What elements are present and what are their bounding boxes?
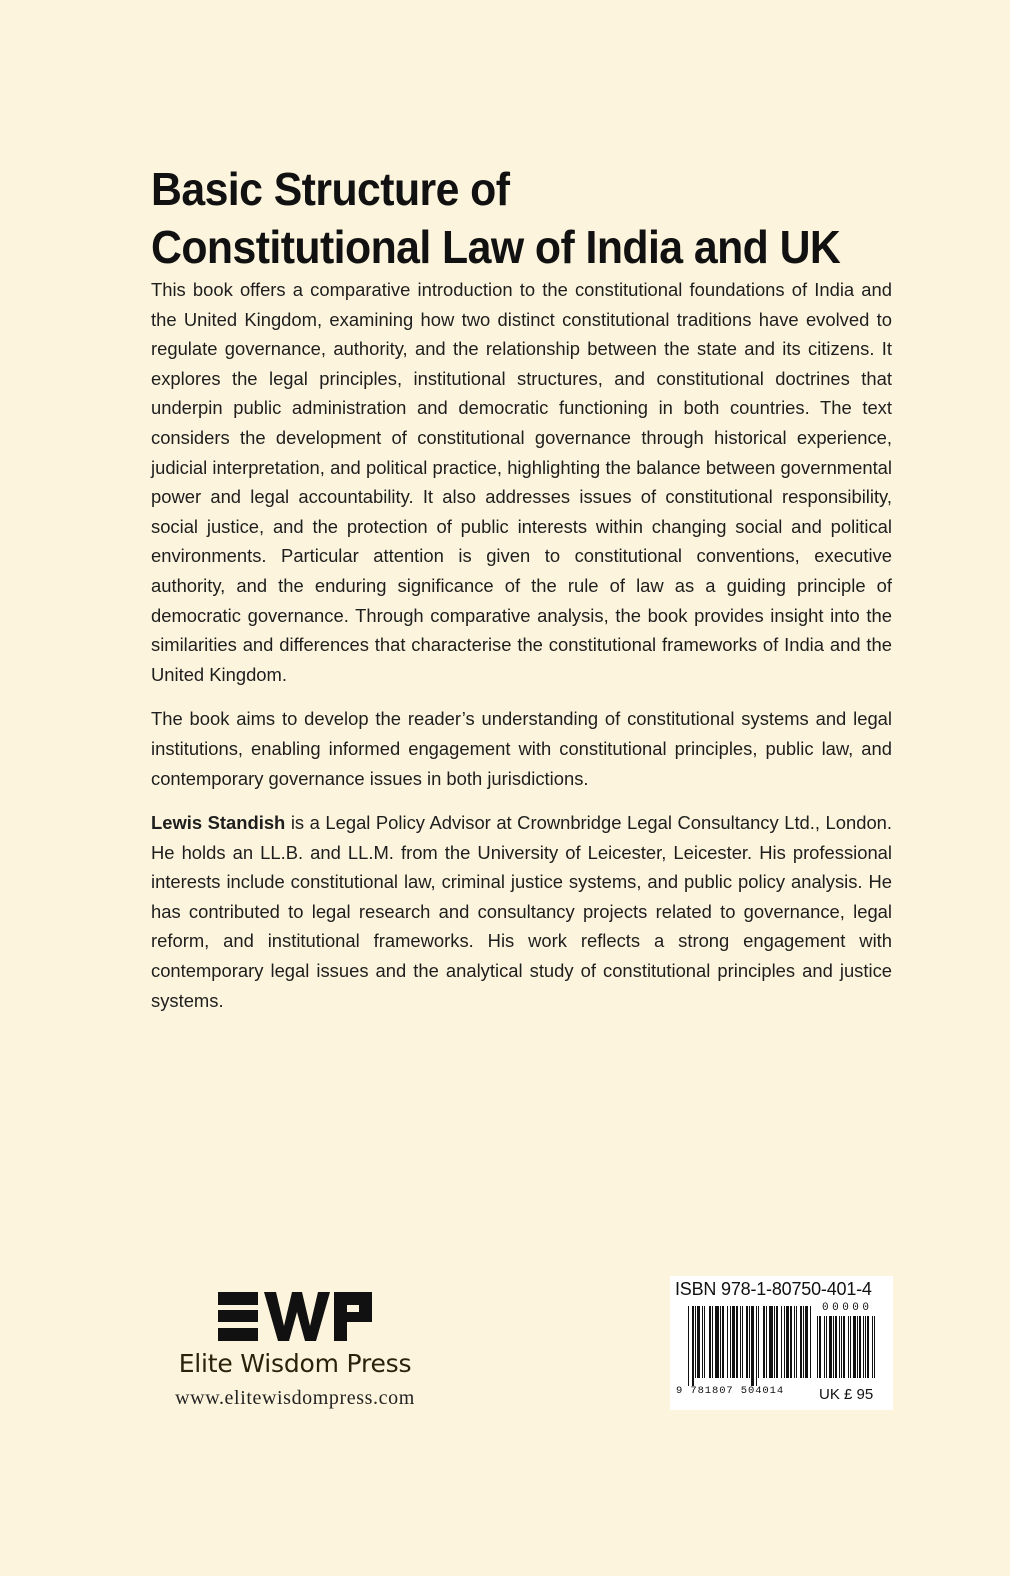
barcode-bar xyxy=(720,1306,721,1378)
barcode-bar xyxy=(800,1306,802,1378)
author-bio: is a Legal Policy Advisor at Crownbridge Legal Consultancy Ltd., London. He holds an LL.B. and LL.M. from the University of Leicester, Leicester. His professional interests include constitutional law, criminal justice systems, and public policy analysis. He has contributed to legal research and consultancy projects related to governance, legal reform, and institutional frameworks. His work reflects a strong engagement with contemporary legal issues and the analytical study of constitutional principles and justice systems. xyxy=(151,812,893,1011)
barcode-bar xyxy=(857,1316,858,1378)
barcode-bar xyxy=(865,1316,866,1378)
publisher-website: www.elitewisdompress.com xyxy=(175,1387,415,1409)
barcode-bar xyxy=(749,1306,750,1378)
barcode-bar xyxy=(727,1306,728,1378)
author-name: Lewis Standish xyxy=(151,812,286,834)
barcode-bar xyxy=(746,1306,748,1378)
barcode-bar xyxy=(688,1306,689,1386)
barcode-bar xyxy=(740,1306,741,1378)
barcode-bar xyxy=(769,1306,773,1378)
title-line-1: Basic Structure of xyxy=(151,163,510,215)
barcode-bar xyxy=(874,1316,875,1378)
ean-digits: 9 781807 504014 xyxy=(676,1385,785,1397)
barcode-bar xyxy=(817,1316,818,1378)
barcode-bar xyxy=(839,1316,840,1378)
barcode-bar xyxy=(850,1316,851,1378)
author-bio-paragraph xyxy=(151,808,892,1015)
barcode-bar xyxy=(841,1316,842,1378)
barcode-bar xyxy=(730,1306,731,1378)
barcode-bar xyxy=(712,1306,713,1378)
barcode-bar xyxy=(835,1316,837,1378)
barcode-bar xyxy=(709,1306,711,1378)
addon-barcode-bars xyxy=(817,1316,875,1386)
book-title xyxy=(151,160,858,276)
barcode-bar xyxy=(859,1316,861,1378)
barcode-bar xyxy=(872,1316,873,1378)
barcode-bar xyxy=(695,1306,696,1378)
barcode-bar xyxy=(766,1306,767,1378)
blurb-paragraph-1: This book offers a comparative introduction to the constitutional foundations of India and the United Kingdom, examining how two distinct constitutional traditions have evolved to regulate governance, authority, and the relationship between the state and its citizens. It explores the legal principles, institutional structures, and constitutional doctrines that underpin public administration and democratic functioning in both countries. The text considers the development of constitutional governance through historical experience, judicial interpretation, and political practice, highlighting the balance between governmental power and legal accountability. It also addresses issues of constitutional responsibility, social justice, and the protection of public interests within changing social and political environments. Particular attention is given to constitutional conventions, executive authority, and the enduring significance of the rule of law as a guiding principle of democratic governance. Through comparative analysis, the book provides insight into the similarities and differences that characterise the constitutional frameworks of India and the United Kingdom. xyxy=(151,279,892,685)
publisher-name: Elite Wisdom Press xyxy=(178,1349,412,1378)
barcode-bar xyxy=(697,1306,700,1378)
barcode-bar xyxy=(826,1316,827,1378)
barcode-bar xyxy=(763,1306,765,1378)
isbn-barcode-block xyxy=(670,1276,893,1410)
barcode-bar xyxy=(736,1306,738,1378)
addon-digits: 00000 xyxy=(822,1302,873,1314)
barcode-bar xyxy=(867,1316,869,1378)
barcode-bar xyxy=(751,1306,754,1386)
ean-barcode-bars xyxy=(688,1306,812,1386)
barcode-bar xyxy=(853,1316,856,1378)
barcode-bar xyxy=(833,1316,834,1378)
barcode-bar xyxy=(790,1306,792,1378)
barcode-bar xyxy=(692,1306,694,1386)
isbn-label: ISBN 978-1-80750-401-4 xyxy=(675,1279,872,1299)
blurb xyxy=(151,275,892,1030)
barcode-bar xyxy=(784,1306,785,1378)
ewp-logo-mark-icon xyxy=(218,1292,372,1342)
barcode-bar xyxy=(702,1306,703,1378)
price-label: UK £ 95 xyxy=(819,1386,874,1403)
barcode-bar xyxy=(848,1316,849,1378)
barcode-bar xyxy=(794,1306,795,1378)
barcode-bar xyxy=(829,1316,832,1378)
barcode-bar xyxy=(774,1306,775,1378)
publisher-logo xyxy=(150,1290,440,1420)
blurb-paragraph-2: The book aims to develop the reader’s understanding of constitutional systems and legal institutions, enabling informed engagement with constitutional principles, public law, and contemporary governance issues in both jurisdictions. xyxy=(151,708,892,789)
barcode-bar xyxy=(704,1306,705,1378)
barcode-bar xyxy=(805,1306,808,1378)
barcode-bar xyxy=(863,1316,864,1378)
barcode-bar xyxy=(756,1306,757,1386)
barcode-bar xyxy=(732,1306,735,1378)
barcode-bar xyxy=(776,1306,778,1378)
barcode-bar xyxy=(742,1306,743,1378)
barcode-bar xyxy=(781,1306,782,1378)
barcode-bar xyxy=(715,1306,719,1378)
title-line-2: Constitutional Law of India and UK xyxy=(151,221,841,273)
barcode-bar xyxy=(819,1316,821,1378)
barcode-bar xyxy=(722,1306,724,1378)
barcode-bar xyxy=(758,1306,759,1378)
barcode-bar xyxy=(803,1306,804,1378)
barcode-bar xyxy=(796,1306,797,1378)
barcode-bar xyxy=(824,1316,825,1378)
barcode-bar xyxy=(786,1306,789,1378)
barcode-bar xyxy=(843,1316,845,1378)
barcode-bar xyxy=(810,1306,811,1378)
